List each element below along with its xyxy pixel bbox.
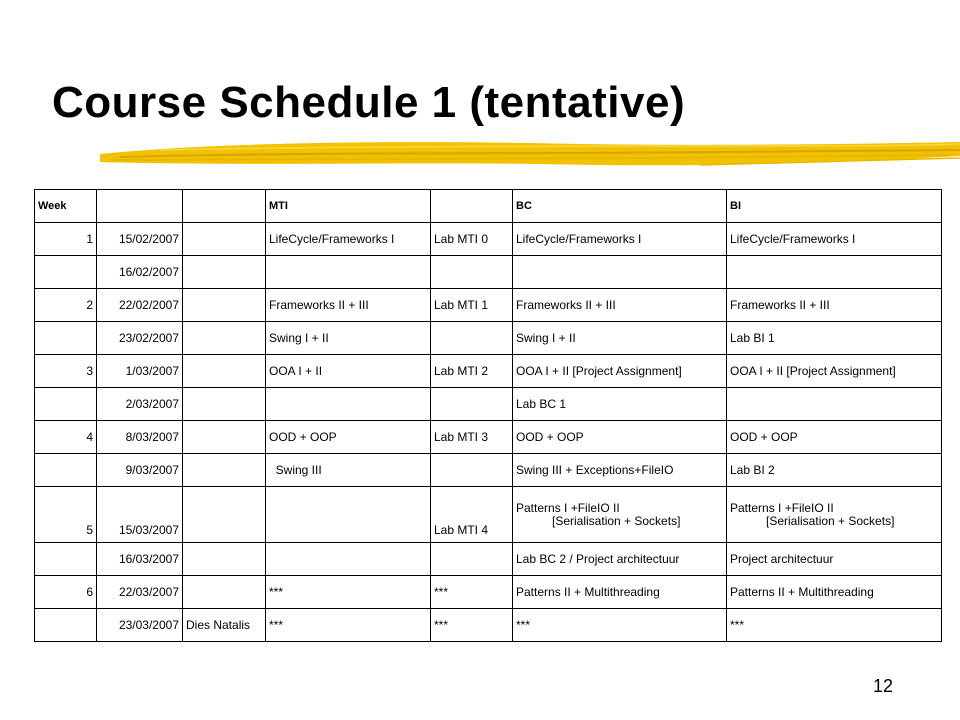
header-date: [97, 190, 183, 223]
cell-bi: Patterns II + Multithreading: [727, 576, 942, 609]
table-row: [35, 388, 942, 421]
cell-mti-lab: ***: [431, 609, 513, 642]
cell-week: 2: [35, 289, 97, 322]
table-row: [35, 454, 942, 487]
cell-note: [183, 388, 266, 421]
cell-bc: OOD + OOP: [513, 421, 727, 454]
cell-mti: [266, 388, 431, 421]
cell-bc: ***: [513, 609, 727, 642]
cell-bi: Project architectuur: [727, 543, 942, 576]
page-number: 12: [873, 676, 894, 696]
cell-bc: Swing III + Exceptions+FileIO: [513, 454, 727, 487]
header-note: [183, 190, 266, 223]
cell-bc: Frameworks II + III: [513, 289, 727, 322]
cell-bi: [727, 487, 942, 543]
cell-bi: ***: [727, 609, 942, 642]
yellow-brush-underline: [100, 132, 960, 177]
cell-mti: [266, 543, 431, 576]
cell-bi: [727, 256, 942, 289]
cell-bi: OOA I + II [Project Assignment]: [727, 355, 942, 388]
table-row: [35, 576, 942, 609]
cell-date: 2/03/2007: [97, 388, 183, 421]
cell-bi: Lab BI 1: [727, 322, 942, 355]
cell-mti-lab: [431, 454, 513, 487]
table-header-row: [35, 190, 942, 223]
cell-week: [35, 543, 97, 576]
cell-week: 5: [35, 487, 97, 543]
cell-week: 4: [35, 421, 97, 454]
cell-mti-lab: [431, 322, 513, 355]
cell-bc-line-2: [Serialisation + Sockets]: [552, 513, 681, 528]
course-schedule-table: [34, 189, 942, 642]
cell-bi: OOD + OOP: [727, 421, 942, 454]
header-bc: BC: [513, 190, 727, 223]
header-mti-lab: [431, 190, 513, 223]
cell-note: [183, 487, 266, 543]
cell-mti: [266, 256, 431, 289]
cell-bi: [727, 388, 942, 421]
cell-bi-line-1: Patterns I +FileIO II: [730, 500, 834, 515]
cell-week: [35, 322, 97, 355]
cell-mti-lab: Lab MTI 4: [431, 487, 513, 543]
cell-week: 3: [35, 355, 97, 388]
cell-date: 23/03/2007: [97, 609, 183, 642]
cell-mti: Swing I + II: [266, 322, 431, 355]
table-row: [35, 487, 942, 543]
cell-note: [183, 576, 266, 609]
cell-mti: ***: [266, 576, 431, 609]
cell-week: [35, 388, 97, 421]
cell-note: [183, 256, 266, 289]
cell-date: 22/02/2007: [97, 289, 183, 322]
cell-date: 9/03/2007: [97, 454, 183, 487]
cell-note: [183, 355, 266, 388]
cell-date: 15/03/2007: [97, 487, 183, 543]
cell-note: [183, 421, 266, 454]
cell-date: 8/03/2007: [97, 421, 183, 454]
header-bi: BI: [727, 190, 942, 223]
cell-mti: [266, 487, 431, 543]
cell-date: 22/03/2007: [97, 576, 183, 609]
cell-mti: ***: [266, 609, 431, 642]
cell-week: [35, 454, 97, 487]
cell-mti: OOD + OOP: [266, 421, 431, 454]
table-row: [35, 223, 942, 256]
header-mti: MTI: [266, 190, 431, 223]
cell-mti: OOA I + II: [266, 355, 431, 388]
cell-mti: LifeCycle/Frameworks I: [266, 223, 431, 256]
cell-note: [183, 454, 266, 487]
cell-bc: Patterns II + Multithreading: [513, 576, 727, 609]
cell-mti-lab: Lab MTI 1: [431, 289, 513, 322]
table-row: [35, 609, 942, 642]
cell-week: [35, 256, 97, 289]
cell-mti-lab: ***: [431, 576, 513, 609]
cell-bc: [513, 487, 727, 543]
cell-bc: Lab BC 1: [513, 388, 727, 421]
table-row: [35, 256, 942, 289]
cell-date: 16/02/2007: [97, 256, 183, 289]
cell-date: 1/03/2007: [97, 355, 183, 388]
cell-mti: Frameworks II + III: [266, 289, 431, 322]
table-row: [35, 355, 942, 388]
cell-bi: Lab BI 2: [727, 454, 942, 487]
cell-bc-line-1: Patterns I +FileIO II: [516, 500, 620, 515]
cell-date: 23/02/2007: [97, 322, 183, 355]
cell-bi-line-2: [Serialisation + Sockets]: [766, 513, 895, 528]
cell-week: [35, 609, 97, 642]
cell-bc: LifeCycle/Frameworks I: [513, 223, 727, 256]
cell-mti-lab: Lab MTI 0: [431, 223, 513, 256]
cell-date: 15/02/2007: [97, 223, 183, 256]
cell-note: [183, 223, 266, 256]
table-row: [35, 421, 942, 454]
cell-bc: Swing I + II: [513, 322, 727, 355]
cell-note: [183, 289, 266, 322]
table-row: [35, 322, 942, 355]
table-row: [35, 289, 942, 322]
header-week: Week: [35, 190, 97, 223]
slide-title: Course Schedule 1 (tentative): [52, 78, 686, 127]
cell-mti-lab: [431, 388, 513, 421]
cell-mti-lab: [431, 543, 513, 576]
cell-week: 1: [35, 223, 97, 256]
cell-bi: LifeCycle/Frameworks I: [727, 223, 942, 256]
cell-mti-lab: Lab MTI 2: [431, 355, 513, 388]
cell-bc: OOA I + II [Project Assignment]: [513, 355, 727, 388]
cell-mti: Swing III: [266, 454, 431, 487]
cell-mti-lab: [431, 256, 513, 289]
cell-note: [183, 543, 266, 576]
cell-date: 16/03/2007: [97, 543, 183, 576]
cell-bc: Lab BC 2 / Project architectuur: [513, 543, 727, 576]
cell-bi: Frameworks II + III: [727, 289, 942, 322]
table-row: [35, 543, 942, 576]
cell-bc: [513, 256, 727, 289]
cell-note: [183, 322, 266, 355]
cell-week: 6: [35, 576, 97, 609]
cell-note: Dies Natalis: [183, 609, 266, 642]
cell-mti-lab: Lab MTI 3: [431, 421, 513, 454]
